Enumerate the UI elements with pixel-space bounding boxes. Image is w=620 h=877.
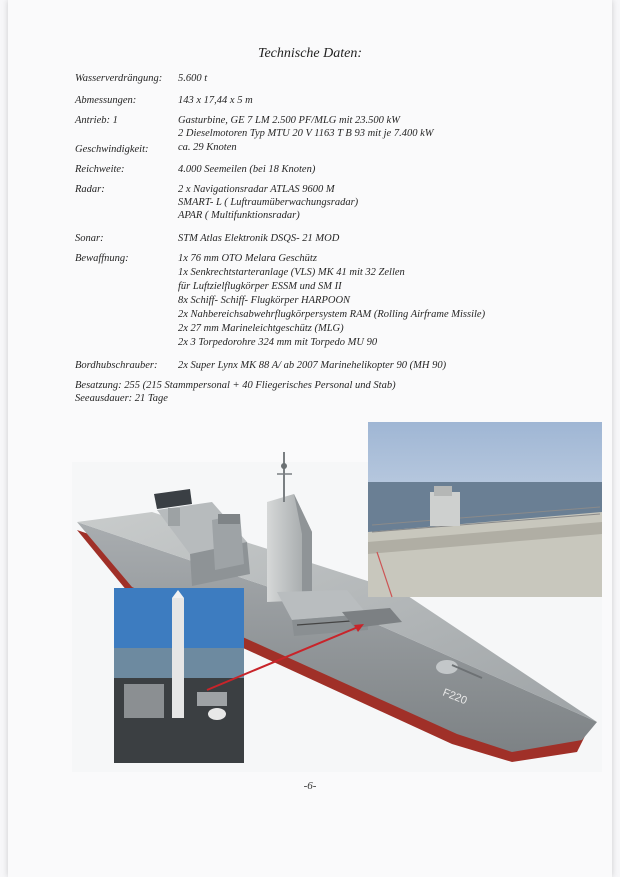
spec-label-sonar: Sonar: [75,233,104,244]
spec-value-sonar: STM Atlas Elektronik DSQS- 21 MOD [178,233,340,244]
spec-label-displacement: Wasserverdrängung: [75,73,163,84]
spec-value-armament-1: 1x 76 mm OTO Melara Geschütz [178,253,317,264]
spec-value-range: 4.000 Seemeilen (bei 18 Knoten) [178,164,316,175]
spec-value-armament-5: 2x Nahbereichsabwehrflugkörpersystem RAM (Rolling Airframe Missile) [178,309,486,320]
inset-photo-launcher [114,588,244,763]
spec-value-armament-7: 2x 3 Torpedorohre 324 mm mit Torpedo MU 90 [178,337,378,348]
spec-value-dimensions: 143 x 17,44 x 5 m [178,95,253,106]
page-title: Technische Daten: [257,46,363,61]
frigate-drawing [72,422,602,772]
spec-label-radar: Radar: [75,184,105,195]
endurance-line: Seeausdauer: 21 Tage [75,393,168,404]
spec-value-armament-2: 1x Senkrechtstarteranlage (VLS) MK 41 mit 32 Zellen [178,267,405,278]
spec-value-armament-3: für Luftzielflugkörper ESSM und SM II [178,281,342,292]
spec-value-speed: ca. 29 Knoten [178,142,237,153]
spec-value-helicopter: 2x Super Lynx MK 88 A/ ab 2007 Marinehelikopter 90 (MH 90) [178,360,447,371]
spec-value-radar-2: SMART- L ( Luftraumüberwachungsradar) [178,197,359,208]
spec-value-propulsion-1: Gasturbine, GE 7 LM 2.500 PF/MLG mit 23.500 kW [178,115,400,126]
spec-value-armament-6: 2x 27 mm Marineleichtgeschütz (MLG) [178,323,344,334]
spec-label-dimensions: Abmessungen: [75,95,137,106]
spec-label-propulsion: Antrieb: 1 [75,115,118,126]
crew-line: Besatzung: 255 (215 Stammpersonal + 40 Fliegerisches Personal und Stab) [75,380,396,391]
spec-value-propulsion-2: 2 Dieselmotoren Typ MTU 20 V 1163 T B 93 mit je 7.400 kW [178,128,434,139]
spec-label-armament: Bewaffnung: [75,253,129,264]
spec-value-radar-3: APAR ( Multifunktionsradar) [178,210,300,221]
hull-number: F220 [440,686,469,708]
spec-value-displacement: 5.600 t [178,73,208,84]
inset-photo-deck [368,422,602,597]
spec-label-helicopter: Bordhubschrauber: [75,360,158,371]
frigate-illustration [72,422,602,772]
spec-value-armament-4: 8x Schiff- Schiff- Flugkörper HARPOON [178,295,351,306]
page-number: -6- [303,780,317,792]
spec-label-speed: Geschwindigkeit: [75,144,149,155]
spec-value-radar-1: 2 x Navigationsradar ATLAS 9600 M [178,184,335,195]
spec-label-range: Reichweite: [75,164,125,175]
